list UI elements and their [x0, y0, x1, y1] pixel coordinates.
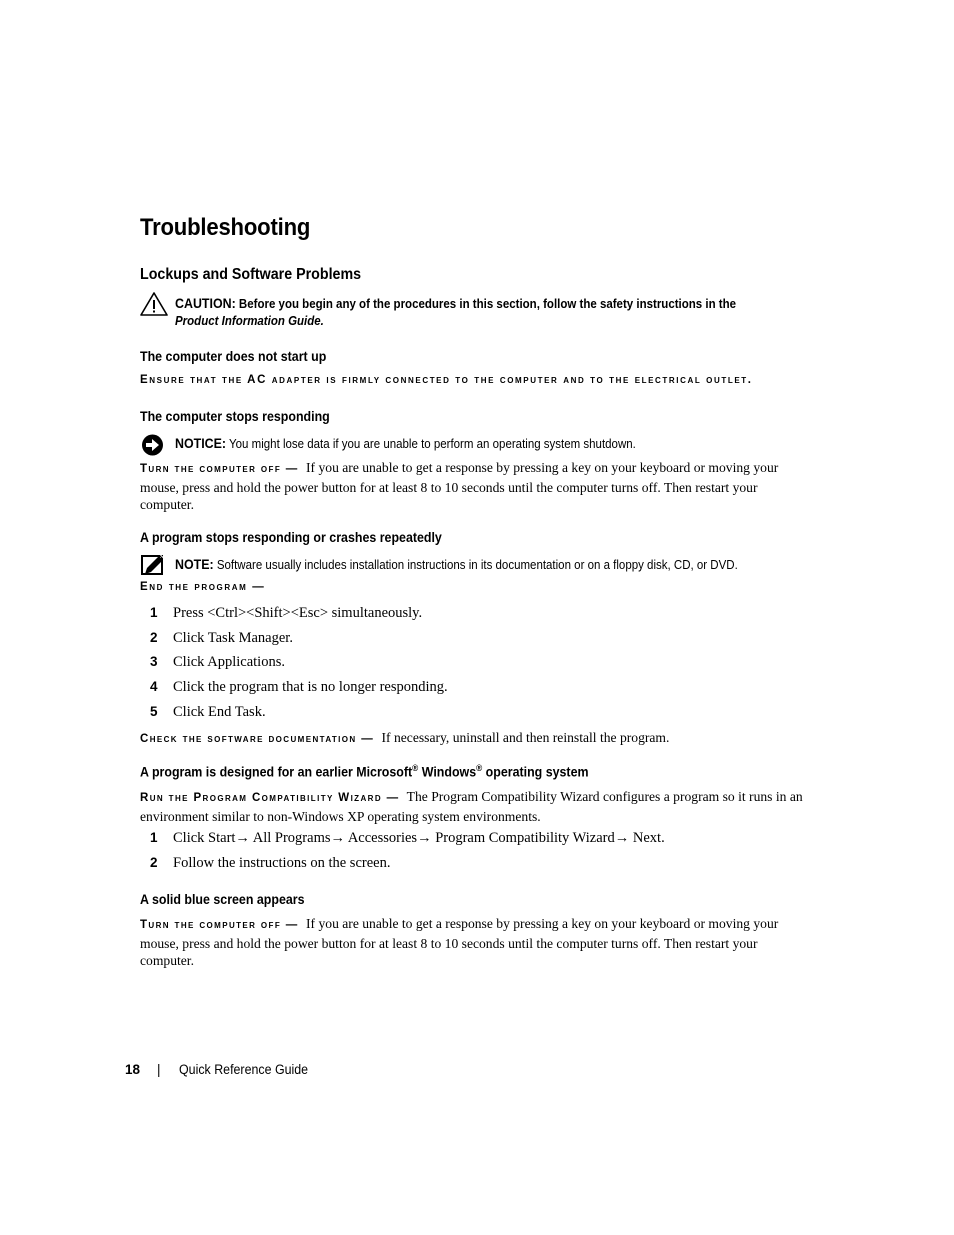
registered-mark: ® — [476, 763, 483, 773]
heading-blue-screen: A solid blue screen appears — [140, 892, 305, 907]
paragraph-software-doc — [140, 729, 812, 749]
note-label: NOTE: — [175, 557, 214, 572]
ui-label-task-manager: Task Manager — [207, 630, 290, 646]
footer-separator: | — [157, 1062, 161, 1077]
heading-part-a: A program is designed for an earlier Microsoft — [140, 764, 413, 780]
step-4 — [150, 679, 448, 696]
text-turn-off-1: If you are unable to get a response by pressing a key on your keyboard or moving your mouse, press and hold the power button for at least 8 to 10 seconds until the computer turns off. Then restart your computer. — [140, 460, 779, 512]
text-software-doc: If necessary, uninstall and then reinstall the program. — [381, 730, 670, 745]
step-text: Click — [173, 630, 208, 646]
heading-program-crashes: A program stops responding or crashes repeatedly — [140, 530, 442, 545]
note-text — [175, 557, 738, 572]
paragraph-turn-off-1 — [140, 459, 812, 514]
paragraph-turn-off-2 — [140, 915, 812, 970]
step-text-end: . — [281, 654, 285, 670]
step-text: Follow the instructions on the screen. — [173, 855, 391, 871]
lead-compat-wizard: Run the Program Compatibility Wizard — — [140, 792, 400, 804]
paragraph-compat-wizard — [140, 788, 812, 825]
caution-icon — [140, 292, 168, 321]
step-text: Click the program that is no longer responding. — [173, 679, 448, 695]
step-number: 2 — [150, 855, 158, 870]
section-heading: Lockups and Software Problems — [140, 266, 362, 283]
step-number: 2 — [150, 630, 158, 645]
footer-guide-name: Quick Reference Guide — [179, 1062, 309, 1077]
notice-text — [175, 436, 636, 451]
step-text-end: . — [289, 630, 293, 646]
step-number: 1 — [150, 605, 158, 620]
lead-software-doc: Check the software documentation — — [140, 733, 375, 745]
lead-end-program: End the program — — [140, 581, 266, 593]
step-3 — [150, 654, 285, 671]
step-number: 3 — [150, 654, 158, 669]
heading-not-start: The computer does not start up — [140, 349, 327, 364]
step-text: Click — [173, 704, 209, 720]
step-wizard-1 — [150, 830, 665, 847]
instruction-ac-adapter: Ensure that the AC adapter is firmly connected to the computer and to the electrical outlet. — [140, 374, 753, 386]
ui-menu-path: Start→ All Programs→ Accessories→ Program Compatibility Wizard→ Next — [208, 830, 662, 846]
notice-body: You might lose data if you are unable to perform an operating system shutdown. — [229, 437, 636, 451]
note-body: Software usually includes installation instructions in its documentation or on a floppy disk, CD, or DVD. — [216, 558, 738, 572]
step-text-end: . — [661, 830, 665, 846]
step-number: 5 — [150, 704, 158, 719]
text-turn-off-2: If you are unable to get a response by pressing a key on your keyboard or moving your mouse, press and hold the power button for at least 8 to 10 seconds until the computer turns off. Then restart your computer. — [140, 916, 779, 968]
page-title: Troubleshooting — [140, 214, 311, 241]
caution-body: Before you begin any of the procedures in this section, follow the safety instructions in the — [238, 297, 737, 311]
registered-mark: ® — [412, 763, 419, 773]
page-number: 18 — [125, 1062, 141, 1077]
note-icon — [141, 554, 165, 581]
notice-label: NOTICE: — [175, 436, 227, 451]
caution-guide-line — [175, 314, 324, 328]
heading-stops-responding: The computer stops responding — [140, 409, 330, 424]
step-text-end: . — [261, 704, 266, 720]
step-5 — [150, 704, 266, 721]
step-text: Click — [173, 830, 209, 846]
step-1 — [150, 605, 422, 622]
step-wizard-2 — [150, 855, 390, 872]
heading-part-b: Windows — [418, 764, 477, 780]
caution-guide: Product Information Guide — [175, 314, 321, 328]
heading-earlier-windows — [140, 763, 589, 780]
caution-label: CAUTION: — [175, 296, 236, 311]
step-text: Click — [173, 654, 208, 670]
step-text: Press <Ctrl><Shift><Esc> simultaneously. — [173, 605, 423, 621]
caution-text — [175, 296, 736, 311]
ui-label-end-task: End Task — [208, 704, 262, 720]
step-number: 1 — [150, 830, 158, 845]
ui-label-applications: Applications — [207, 654, 282, 670]
caution-end: . — [320, 314, 324, 328]
lead-turn-off-2: Turn the computer off — — [140, 919, 299, 931]
step-2 — [150, 630, 293, 647]
step-number: 4 — [150, 679, 158, 694]
notice-icon — [141, 434, 165, 461]
text-compat-wizard: The Program Compatibility Wizard configures a program so it runs in an environment similar to non-Windows XP operating system environments. — [140, 789, 803, 824]
heading-part-c: operating system — [482, 764, 589, 780]
lead-turn-off-1: Turn the computer off — — [140, 463, 299, 475]
